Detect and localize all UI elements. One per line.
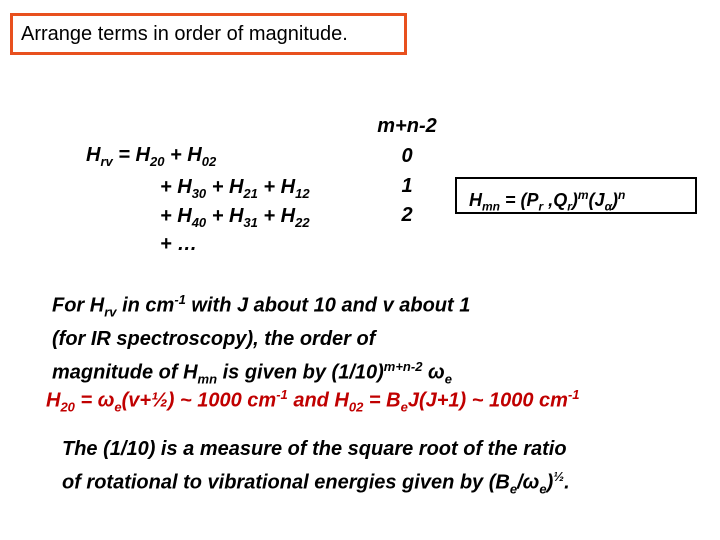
title-box: [10, 13, 407, 55]
paragraph-1: [52, 286, 470, 392]
order-value-1: 1: [401, 175, 413, 197]
slide-title: Arrange terms in order of magnitude.: [21, 23, 348, 45]
paragraph-2: [62, 436, 570, 503]
hmn-formula-box: $H_{mn} = (P_r$ $,Q_r)^m(J_\alpha)^n$: [455, 177, 697, 214]
equation-line-2: + $H_{30} + H_{21} + H_{12}$: [160, 176, 310, 201]
equation-line-4: + …: [160, 233, 198, 255]
paragraph-1-line-1: For $H_{rv}$ in $cm^{-1}$ with J about 10 and v about 1: [52, 292, 471, 320]
paragraph-2-line-2: of rotational to vibrational energies given by $(B_e/\omega_e)^{\frac{1}{2}}$.: [62, 469, 570, 497]
paragraph-2-line-1: The (1/10) is a measure of the square root of the ratio: [62, 438, 567, 460]
order-value-0: 0: [401, 145, 413, 167]
equation-line-3: + $H_{40} + H_{31} + H_{22}$: [160, 205, 310, 230]
red-formula-line: $H_{20}$ = $\omega_e(v+\frac{1}{2})$ ~ 1000 $cm^{-1}$ and $H_{02} = B_eJ(J+1)$ ~ 1000 $cm^{-1}$: [46, 387, 580, 415]
equation-line-1: $H_{rv} = H_{20} + H_{02}$: [86, 144, 217, 169]
paragraph-1-line-2: (for IR spectroscopy), the order of: [52, 327, 376, 350]
paragraph-1-line-3: magnitude of $H_{mn}$ is given by $(1/10)^{m+n-2}$ $\omega_e$: [52, 358, 452, 387]
order-header: m+n-2: [377, 115, 437, 137]
order-value-2: 2: [401, 204, 413, 226]
